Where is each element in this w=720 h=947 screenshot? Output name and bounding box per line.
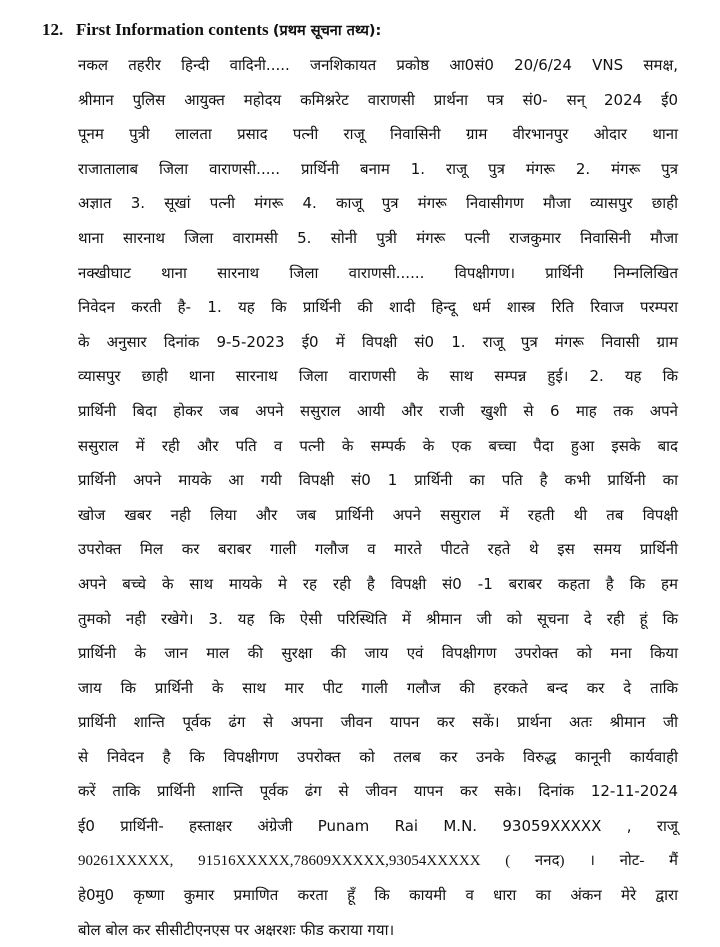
text-line: व्यासपुर छाही थाना सारनाथ जिला वाराणसी के साथ सम्पन्न हुई। 2. यह कि [78, 367, 678, 386]
text-line: जाय कि प्रार्थिनी के साथ मार पीट गाली गलौज की हरकते बन्द कर दे ताकि [78, 678, 678, 697]
text-line: श्रीमान पुलिस आयुक्त महोदय कमिश्नरेट वाराणसी प्रार्थना पत्र सं0- सन् 2024 ई0 [78, 90, 678, 109]
text-line: थाना सारनाथ जिला वारामसी 5. सोनी पुत्री मंगरू पत्नी राजकुमार निवासिनी मौजा [78, 228, 678, 247]
text-line: अपने बच्चे के साथ मायके मे रह रही है विपक्षी सं0 -1 बराबर कहता है कि हम [78, 574, 678, 593]
text-line: खोज खबर नही लिया और जब प्रार्थिनी अपने ससुराल में रहती थी तब विपक्षी [78, 505, 678, 524]
text-line: तुमको नही रखेगे। 3. यह कि ऐसी परिस्थिति में श्रीमान जी को सूचना दे रही हूं कि [78, 609, 678, 628]
text-line: अज्ञात 3. सूखां पत्नी मंगरू 4. काजू पुत्र मंगरू निवासीगण मौजा व्यासपुर छाही [78, 194, 678, 213]
text-line: हे0मु0 कृष्णा कुमार प्रमाणित करता हूँ कि कायमी व धारा का अंकन मेरे द्वारा [78, 886, 678, 905]
text-line: राजातालाब जिला वाराणसी..... प्रार्थिनी बनाम 1. राजू पुत्र मंगरू 2. मंगरू पुत्र [78, 159, 678, 178]
text-line: ई0 प्रार्थिनी- हस्ताक्षर अंग्रेजी Punam Rai M.N. 93059XXXXX , राजू [78, 817, 678, 836]
fir-contents-text [78, 48, 678, 939]
text-line: ससुराल में रही और पति व पत्नी के सम्पर्क के एक बच्चा पैदा हुआ इसके बाद [78, 436, 678, 455]
text-line-last: बोल बोल कर सीसीटीएनएस पर अक्षरशः फीड कराया गया। [78, 920, 395, 939]
phone-numbers-line: 90261XXXXX, 91516XXXXX,78609XXXXX,93054XXXXX ( ननद) । नोट- मैं [78, 852, 678, 869]
section-heading [42, 16, 702, 44]
text-line: प्रार्थिनी शान्ति पूर्वक ढंग से अपना जीवन यापन कर सकें। प्रार्थना अतः श्रीमान जी [78, 713, 678, 732]
text-line: प्रार्थिनी के जान माल की सुरक्षा की जाय एवं विपक्षीगण उपरोक्त को मना किया [78, 644, 678, 663]
section-title-hindi: (प्रथम सूचना तथ्य): [272, 23, 382, 39]
text-line: के अनुसार दिनांक 9-5-2023 ई0 में विपक्षी सं0 1. राजू पुत्र मंगरू निवासी ग्राम [78, 332, 678, 351]
text-line: नकल तहरीर हिन्दी वादिनी..... जनशिकायत प्रकोष्ठ आ0सं0 20/6/24 VNS समक्ष, [78, 56, 678, 74]
section-number: 12. [42, 20, 64, 39]
text-line: पूनम पुत्री लालता प्रसाद पत्नी राजू निवासिनी ग्राम वीरभानपुर ओदार थाना [78, 125, 678, 144]
text-line: निवेदन करती है- 1. यह कि प्रार्थिनी की शादी हिन्दू धर्म शास्त्र रिति रिवाज परम्परा [78, 298, 678, 317]
section-title: First Information contents [76, 20, 269, 39]
text-line: करें ताकि प्रार्थिनी शान्ति पूर्वक ढंग से जीवन यापन कर सके। दिनांक 12-11-2024 [78, 782, 678, 801]
text-line: नक्खीघाट थाना सारनाथ जिला वाराणसी...... विपक्षीगण। प्रार्थिनी निम्नलिखित [78, 263, 678, 282]
text-line: उपरोक्त मिल कर बराबर गाली गलौज व मारते पीटते रहते थे इस समय प्रार्थिनी [78, 540, 678, 559]
text-line: प्रार्थिनी अपने मायके आ गयी विपक्षी सं0 1 प्रार्थिनी का पति है कभी प्रार्थिनी का [78, 471, 678, 490]
text-line: से निवेदन है कि विपक्षीगण उपरोक्त को तलब कर उनके विरुद्ध कानूनी कार्यवाही [78, 747, 678, 766]
text-line: प्रार्थिनी बिदा होकर जब अपने ससुराल आयी और राजी खुशी से 6 माह तक अपने [78, 401, 678, 420]
